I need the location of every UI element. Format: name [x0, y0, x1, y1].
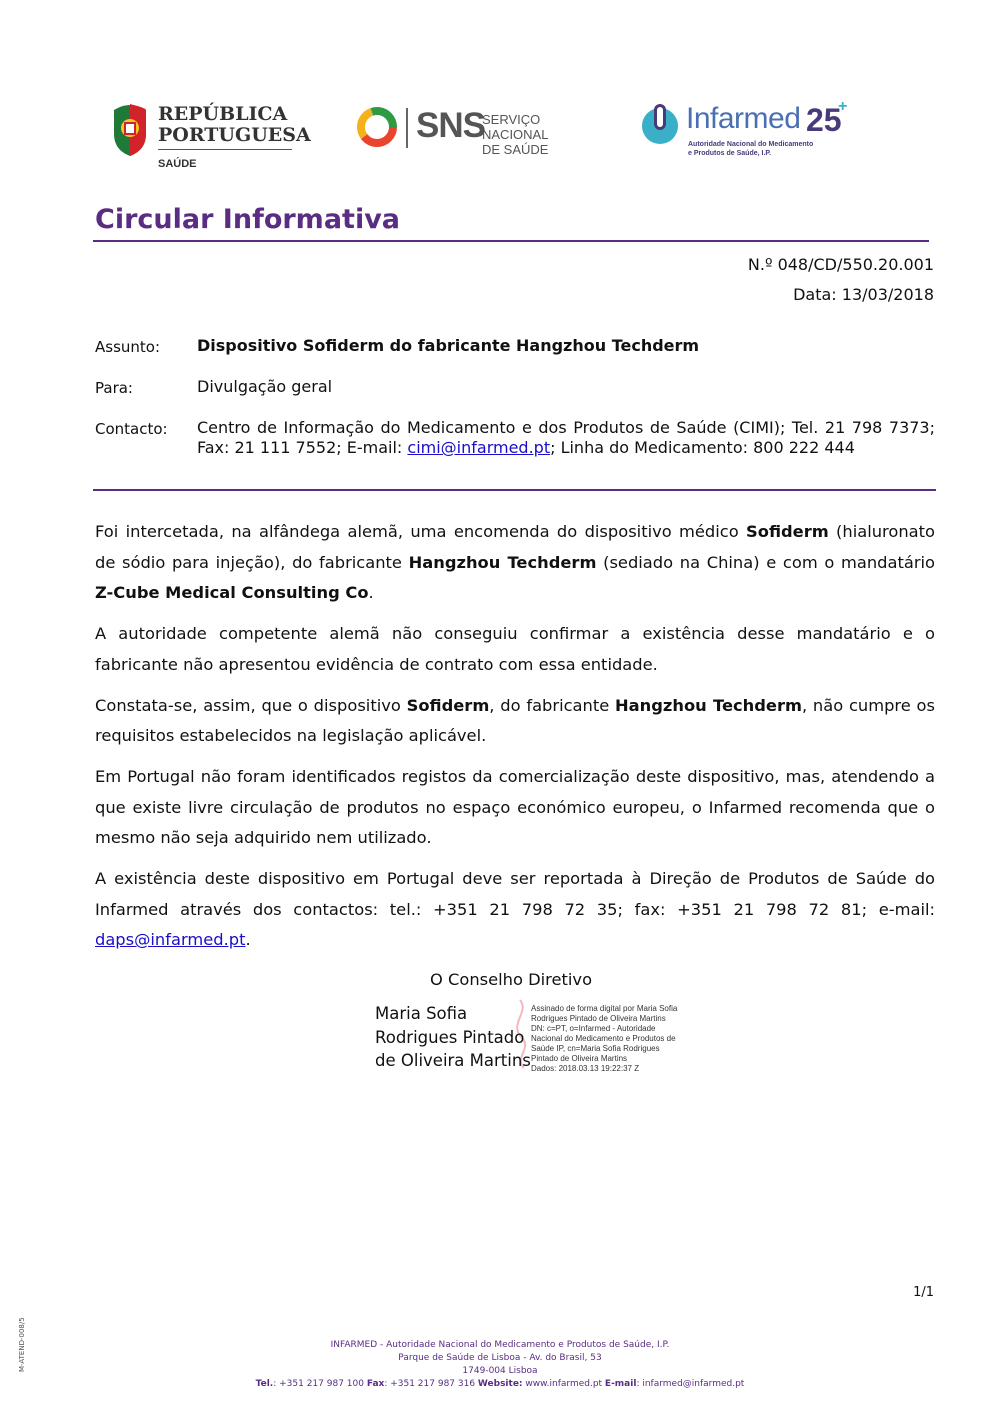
digital-signature-details: Assinado de forma digital por Maria Sofia Rodrigues Pintado de Oliveira Martins DN: c=PT, o=Infarmed - Autoridade Nacional do Medicamento e Produtos de Saúde IP, cn=Maria Sofia Rodrigues Pintado de Oliveira Martins Dados: 2018.03.13 19:22:37 Z: [531, 1004, 678, 1073]
paragraph-5: A existência deste dispositivo em Portugal deve ser reportada à Direção de Produtos de Saúde do Infarmed através dos contactos: tel.: +351 21 798 72 35; fax: +351 21 798 72 81; e-mail: daps@infarmed.pt.: [95, 869, 935, 949]
portugal-shield-icon: [110, 104, 150, 156]
infarmed-subtitle: Autoridade Nacional do Medicamento e Produtos de Saúde, I.P.: [688, 141, 814, 157]
republica-portuguesa-logo: [110, 102, 310, 174]
paragraph-1: Foi intercetada, na alfândega alemã, uma encomenda do dispositivo médico Sofiderm (hialuronato de sódio para injeção), do fabricante Hangzhou Techderm (sediado na China) e com o mandatário Z-Cube Medical Consulting Co.: [95, 522, 936, 602]
infarmed-name: Infarmed: [686, 102, 801, 135]
assunto-label: Assunto:: [95, 338, 161, 356]
page-number: 1/1: [913, 1285, 934, 1300]
sns-ring-icon: [356, 106, 398, 148]
council-label: O Conselho Diretivo: [430, 970, 593, 989]
footer-line-1: INFARMED - Autoridade Nacional do Medicamento e Produtos de Saúde, I.P.: [330, 1340, 670, 1350]
page-title: Circular Informativa: [95, 204, 401, 235]
footer-line-3: 1749-004 Lisboa: [462, 1366, 538, 1376]
infarmed-plus: +: [838, 98, 848, 115]
infarmed-logo: [638, 100, 858, 162]
sns-logo: [356, 104, 586, 157]
contacto-label: Contacto:: [95, 420, 168, 438]
assunto-value: Dispositivo Sofiderm do fabricante Hangzhou Techderm: [197, 336, 700, 355]
republica-text: REPÚBLICA PORTUGUESA: [158, 103, 311, 146]
sns-fullname: SERVIÇO NACIONAL DE SAÚDE: [482, 112, 549, 157]
header-rule: [93, 489, 936, 491]
paragraph-3: Constata-se, assim, que o dispositivo Sofiderm, do fabricante Hangzhou Techderm, não cumpre os requisitos estabelecidos na legislação aplicável.: [95, 695, 936, 745]
footer-contacts: Tel.: +351 217 987 100 Fax: +351 217 987 316 Website: www.infarmed.pt E-mail: infarmed@infarmed.pt: [255, 1379, 745, 1389]
reference-number: N.º 048/CD/550.20.001: [747, 255, 934, 274]
infarmed-25-badge: 25: [806, 102, 842, 138]
document-code: M-ATEND-008/5: [18, 1317, 26, 1372]
cimi-email-link[interactable]: cimi@infarmed.pt: [407, 438, 551, 457]
body-text: [95, 517, 935, 966]
signatory-name: Maria Sofia Rodrigues Pintado de Oliveira Martins: [375, 1004, 531, 1070]
paragraph-2: A autoridade competente alemã não conseguiu confirmar a existência desse mandatário e o fabricante não apresentou evidência de contrato com essa entidade.: [95, 624, 935, 674]
para-label: Para:: [95, 379, 133, 397]
sns-separator: [406, 108, 408, 148]
saude-label: SAÚDE: [158, 158, 197, 170]
infarmed-drop-icon: [640, 104, 680, 146]
logo-divider: [158, 149, 292, 150]
footer-line-2: Parque de Saúde de Lisboa - Av. do Brasil, 53: [398, 1353, 602, 1363]
daps-email-link[interactable]: daps@infarmed.pt: [95, 930, 246, 949]
title-rule: [93, 240, 929, 242]
paragraph-4: Em Portugal não foram identificados registos da comercialização deste dispositivo, mas, atendendo a que existe livre circulação de produtos no espaço económico europeu, o Infarmed recomenda que o mesmo não seja adquirido nem utilizado.: [95, 767, 935, 847]
sns-abbr: SNS: [416, 106, 485, 145]
para-value: Divulgação geral: [197, 377, 333, 396]
document-date: Data: 13/03/2018: [793, 285, 934, 304]
contacto-value: Centro de Informação do Medicamento e dos Produtos de Saúde (CIMI); Tel. 21 798 7373; Fax: 21 111 7552; E-mail: cimi@infarmed.pt; Linha do Medicamento: 800 222 444: [197, 418, 935, 457]
